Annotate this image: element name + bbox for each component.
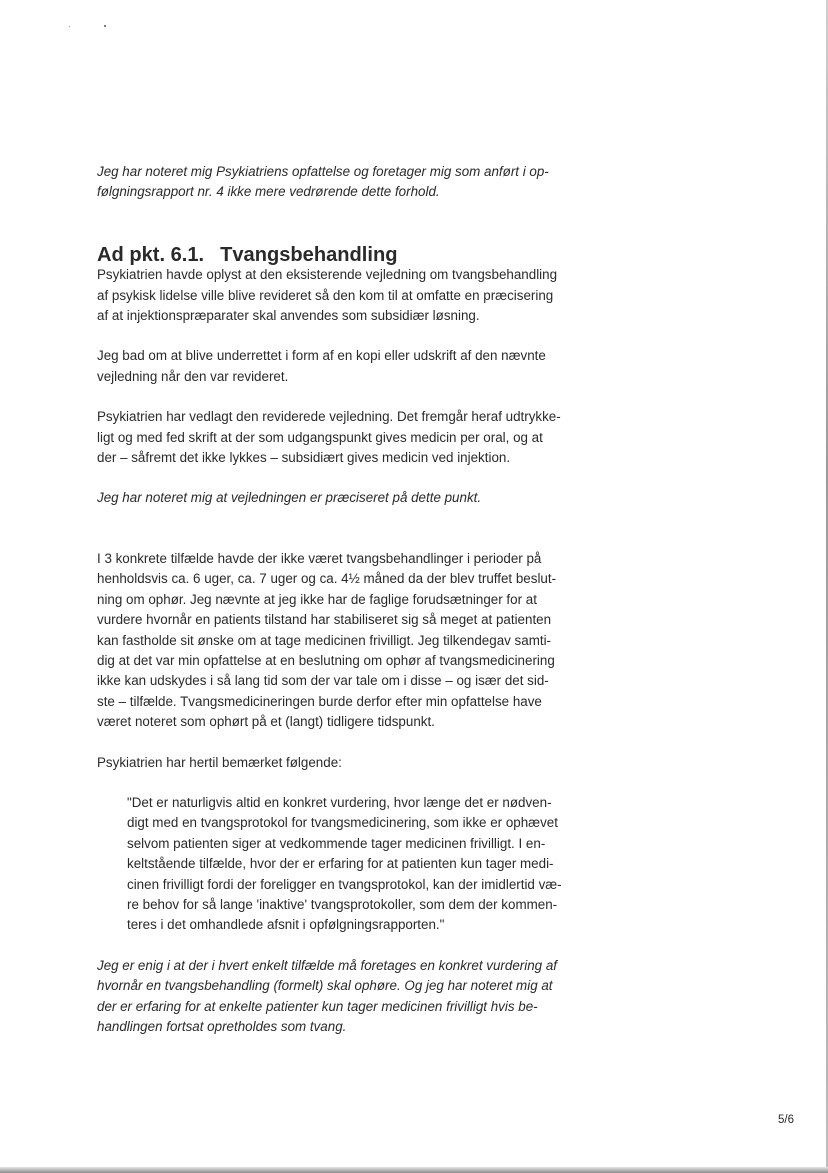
spacer bbox=[97, 203, 597, 245]
note-agreement: Jeg er enig i at der i hvert enkelt tilfælde må foretages en konkret vurdering af hvornår en tvangsbehandling (formelt) skal ophøre. Og jeg har noteret mig at der er erfaring for at enkelte patienter kun tager medicinen frivilligt hvis be- handlingen fortsat opretholdes som tvang. bbox=[97, 957, 557, 1034]
scan-speck-1 bbox=[69, 26, 70, 27]
spacer bbox=[97, 468, 597, 488]
spacer bbox=[97, 733, 597, 753]
page-number: 5/6 bbox=[778, 1114, 794, 1126]
intro-note: Jeg har noteret mig Psykiatriens opfattelse og foretager mig som anført i op- følgningsrapport nr. 4 ikke mere vedrørende dette forhold. bbox=[97, 164, 549, 200]
spacer bbox=[97, 936, 597, 956]
paragraph-psychiatry-remark: Psykiatrien har hertil bemærket følgende: bbox=[97, 754, 342, 770]
section-heading bbox=[97, 245, 597, 265]
scan-speck-2 bbox=[104, 25, 106, 27]
paragraph-revised-guidance: Psykiatrien har vedlagt den reviderede vejledning. Det fremgår heraf udtrykke- ligt og med fed skrift at der som udgangspunkt gives medicin per oral, og at der – såfremt det ikke lykkes – subsidiært gives medicin ved injektion. bbox=[97, 409, 561, 466]
spacer bbox=[97, 387, 597, 407]
paragraph-copy-request: Jeg bad om at blive underrettet i form af en kopi eller udskrift af den nævnte vejledning når den var revideret. bbox=[97, 348, 546, 384]
section-title: Tvangsbehandling bbox=[220, 243, 398, 266]
spacer bbox=[97, 773, 597, 793]
paragraph-guidance-revision: Psykiatrien havde oplyst at den eksisterende vejledning om tvangsbehandling af psykisk lidelse ville blive revideret så den kom til at omfatte en præcisering af at injektionspræparater skal anvendes som subsidiær løsning. bbox=[97, 267, 558, 324]
scan-edge-bottom bbox=[0, 1167, 828, 1173]
section-number: Ad pkt. 6.1. bbox=[97, 243, 205, 266]
note-guidance-clarified: Jeg har noteret mig at vejledningen er præciseret på dette punkt. bbox=[97, 490, 482, 506]
spacer bbox=[97, 509, 597, 549]
paragraph-three-cases: I 3 konkrete tilfælde havde der ikke været tvangsbehandlinger i perioder på henholdsvis ca. 6 uger, ca. 7 uger og ca. 4½ måned da der blev truffet beslut- ning om ophør. Jeg nævnte at jeg ikke har de faglige forudsætninger for at vurdere hvornår en patients tilstand har stabiliseret sig så meget at patienten kan fastholde sit ønske om at tage medicinen frivilligt. Jeg tilkendegav samti- dig at det var min opfattelse at en beslutning om ophør af tvangsmedicinering ikke kan udskydes i så lang tid som der var tale om i disse – og især det sid- ste – tilfælde. Tvangsmedicineringen burde derfor efter min opfattelse have været noteret som ophørt på et (langt) tidligere tidspunkt. bbox=[97, 550, 557, 730]
spacer bbox=[97, 326, 597, 346]
psychiatry-quote: "Det er naturligvis altid en konkret vurdering, hvor længe det er nødven- digt med en tvangsprotokol for tvangsmedicinering, som ikke er ophævet selvom patienten siger at vedkommende tager medicinen frivilligt. I en- keltstående tilfælde, hvor der er erfaring for at patienten kun tager medi- cinen frivilligt fordi der foreligger en tvangsprotokol, kan der imidlertid væ- re behov for så lange 'inaktive' tvangsprotokoller, som dem der kommen- teres i det omhandlede afsnit i opfølgningsrapporten." bbox=[127, 794, 562, 933]
document-body bbox=[97, 162, 597, 1037]
